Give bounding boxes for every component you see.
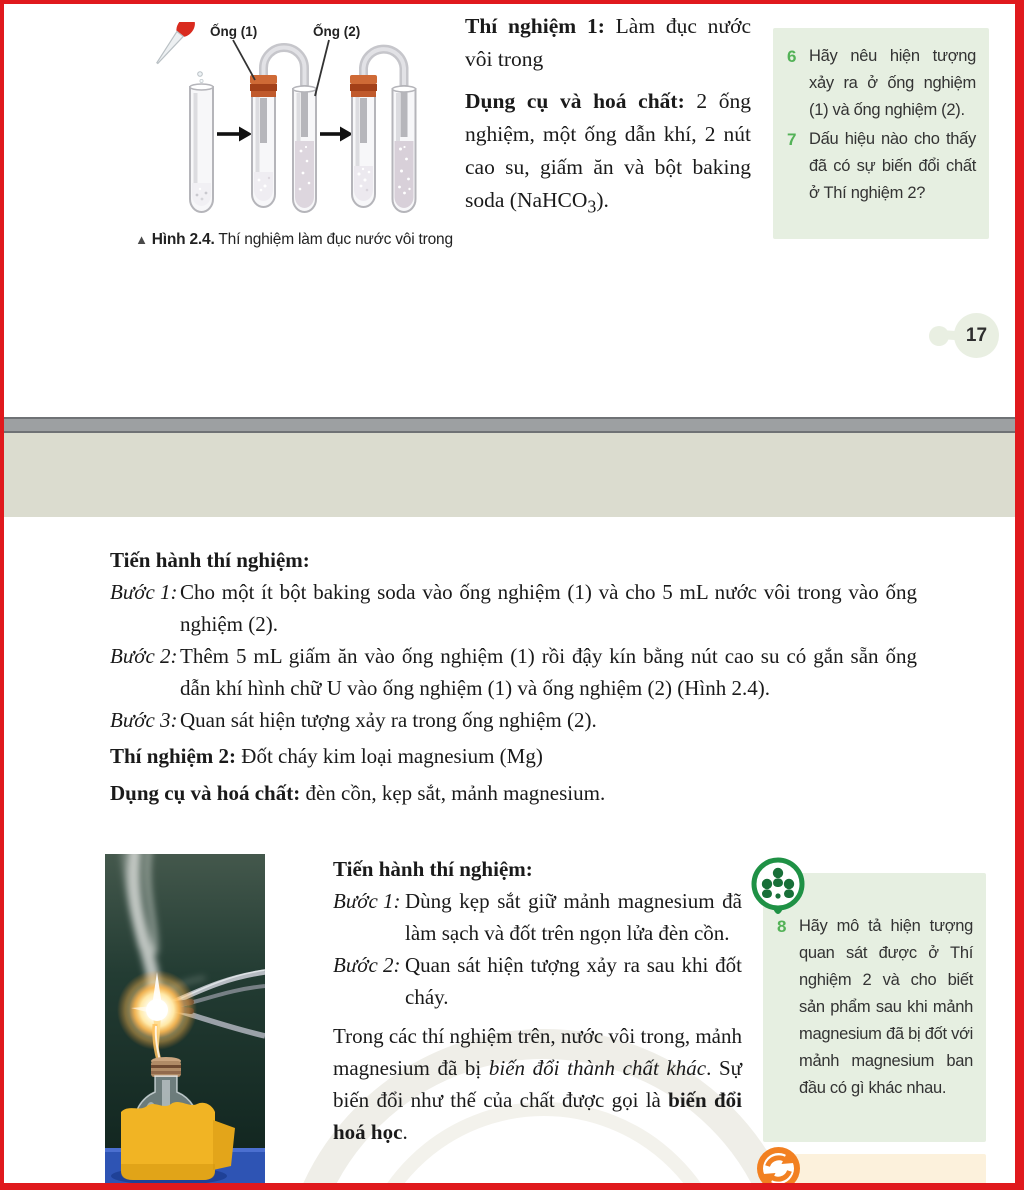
tube1-label: Ống (1) [210, 24, 258, 39]
question-number: 8 [777, 917, 787, 936]
arrow-right-icon [217, 127, 252, 142]
procedure1-heading: Tiến hành thí nghiệm: [110, 548, 310, 572]
burning-magnesium-photo [105, 854, 265, 1183]
chemical-change-paragraph: Trong các thí nghiệm trên, nước vôi trong, mảnh magnesium đã bị biến đổi thành chất khác. Sự biến đổi như thế của chất được gọi là biến đổi hoá học. [333, 1024, 743, 1144]
question-item-7 [787, 126, 976, 207]
question-number: 6 [787, 47, 797, 66]
procedure1-block [110, 544, 917, 809]
experiment2-tools: Dụng cụ và hoá chất: đèn cồn, kẹp sắt, mảnh magnesium. [110, 781, 606, 805]
experiment1-tools: Dụng cụ và hoá chất: 2 ống nghiệm, một ống dẫn khí, 2 nút cao su, giấm ăn và bột baking soda (NaHCO$_3$). [465, 89, 752, 217]
next-page-top-band [4, 433, 1015, 517]
experiment2-title: Thí nghiệm 2: Đốt cháy kim loại magnesium (Mg) [110, 744, 543, 768]
procedure2-block [333, 853, 742, 1148]
question-text: Hãy nêu hiện tượng xảy ra ở ống nghiệm (1) và ống nghiệm (2). [809, 47, 976, 119]
cycle-arrows-icon [755, 1145, 802, 1183]
tube2-label: Ống (2) [313, 24, 361, 39]
experiment1-title: Thí nghiệm 1: Làm đục nước vôi trong [465, 14, 751, 71]
experiment1-text [465, 10, 751, 232]
question-item-6 [787, 43, 976, 124]
procedure1-step-3: Bước 3: Quan sát hiện tượng xảy ra trong ống nghiệm (2). [110, 708, 597, 732]
question-number: 7 [787, 130, 797, 149]
page-number-badge: 17 [954, 313, 999, 358]
figure-2-4-illustration [143, 22, 443, 229]
procedure2-step-1: Bước 1: Dùng kẹp sắt giữ mảnh magnesium đã làm sạch và đốt trên ngọn lửa đèn cồn. [333, 889, 742, 945]
question-item-8 [777, 913, 973, 1102]
page-separator-bar [4, 417, 1015, 433]
procedure2-step-2: Bước 2: Quan sát hiện tượng xảy ra sau khi đốt cháy. [333, 953, 742, 1009]
question-text: Dấu hiệu nào cho thấy đã có sự biến đổi chất ở Thí nghiệm 2? [809, 130, 976, 202]
procedure1-step-1: Bước 1: Cho một ít bột baking soda vào ống nghiệm (1) và cho 5 mL nước vôi trong vào ống nghiệm (2). [110, 580, 917, 636]
group-discussion-icon [749, 856, 807, 924]
figure-caption [114, 231, 474, 249]
dropper-icon [151, 22, 199, 68]
procedure2-heading: Tiến hành thí nghiệm: [333, 857, 533, 881]
question-text: Hãy mô tả hiện tượng quan sát được ở Thí nghiệm 2 và cho biết sản phẩm sau khi mảnh magnesium đã bị đốt với mảnh magnesium ban đầu có gì khác nhau. [799, 917, 973, 1097]
arrow-right-icon [320, 127, 353, 142]
figure-marker-icon: ▲ [135, 232, 148, 247]
figure-caption-text: Thí nghiệm làm đục nước vôi trong [214, 231, 453, 248]
figure-caption-number: Hình 2.4. [151, 231, 215, 248]
scanned-pages-canvas [4, 4, 1015, 1183]
question-box-6-7 [773, 28, 989, 239]
procedure1-step-2: Bước 2: Thêm 5 mL giấm ăn vào ống nghiệm (1) rồi đậy kín bằng nút cao su có gắn sẵn ống dẫn khí hình chữ U vào ống nghiệm (1) và ống nghiệm (2) (Hình 2.4). [110, 644, 917, 700]
